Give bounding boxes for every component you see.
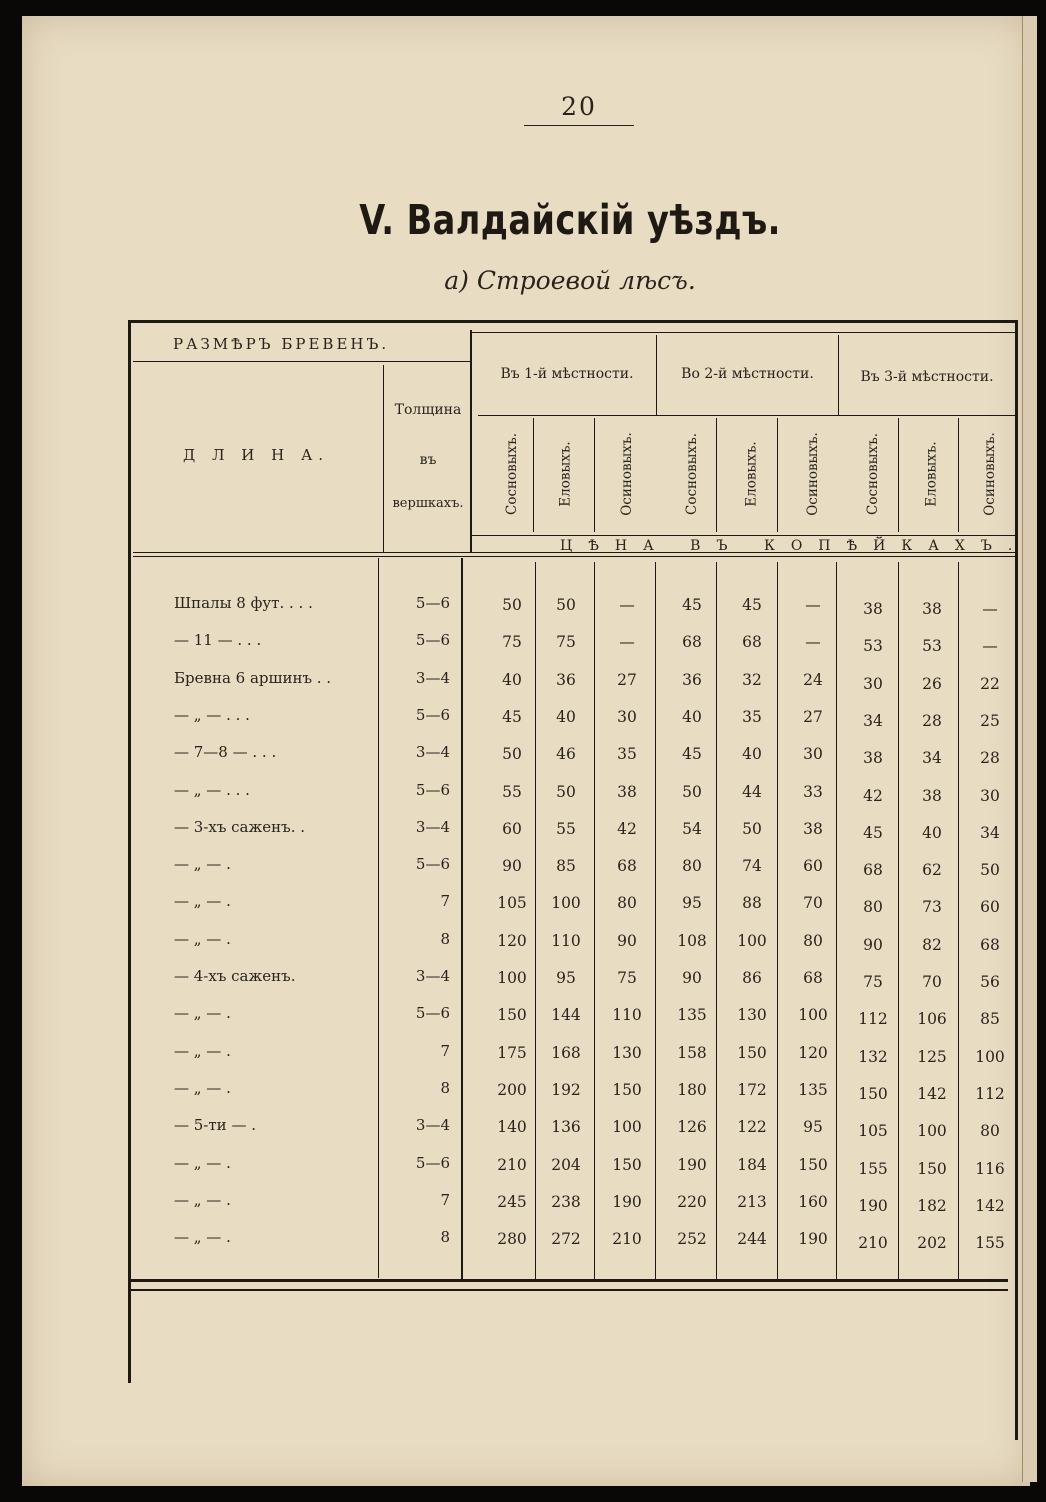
price-cell: 150 [612,1155,642,1174]
thickness-cell: 3—4 [415,743,450,762]
thickness-divider-body [378,558,379,1278]
thickness-cell: 5—6 [415,780,450,799]
price-cell: 90 [682,969,702,987]
price-cell: 108 [677,931,707,950]
price-cell: 122 [737,1118,767,1137]
price-cell: 53 [922,637,942,656]
length-cell: — „ — . [174,1078,231,1097]
length-cell: — „ — . . . [174,780,250,799]
table-bottom-rule [130,1279,1008,1282]
price-cell: 60 [803,857,823,876]
price-cell: 27 [803,707,823,726]
price-cell: 135 [798,1080,828,1099]
price-cell: 100 [917,1122,947,1141]
length-cell: — „ — . [174,1041,231,1060]
price-cell: 34 [922,749,942,768]
price-cell: 33 [803,782,823,801]
price-cell: 213 [737,1192,767,1211]
price-cell: 100 [737,931,767,950]
price-cell: 75 [617,969,637,987]
thickness-cell: 3—4 [415,967,450,985]
price-cell: 120 [497,931,527,950]
price-cell: 50 [742,819,762,838]
price-cell: 190 [612,1192,642,1211]
price-cell: 210 [858,1234,888,1253]
wood-type-header [497,420,527,528]
price-cell: 36 [682,670,702,689]
price-cell: 90 [502,857,522,876]
price-cell: 90 [617,931,637,950]
price-cell: 70 [922,973,942,991]
price-cell: 82 [922,935,942,954]
length-cell: Бревна 6 аршинъ . . [174,668,332,687]
price-cell: 272 [551,1230,581,1249]
wood-type-header [677,420,707,528]
wood-col-divider [533,418,534,532]
wood-col-divider [958,418,959,532]
price-cell: 110 [612,1006,642,1025]
price-cell: 34 [863,711,883,730]
price-cell: 100 [497,969,527,987]
price-cell: 30 [803,745,823,764]
price-cell: 25 [980,711,1000,730]
price-cell: 135 [677,1006,707,1025]
price-cell: 38 [863,749,883,768]
length-cell: — „ — . [174,855,231,874]
price-cell: 204 [551,1155,581,1174]
price-cell: 142 [917,1084,947,1103]
price-cell: 50 [980,861,1000,880]
header-bottom-rule-2 [133,556,1015,557]
price-cell: — [982,600,998,618]
price-cell: 30 [863,674,883,693]
wood-col-divider [716,418,717,532]
price-cell: 110 [551,931,581,950]
wood-type-label: Осиновыхъ. [619,432,635,516]
price-cell: 38 [803,819,823,838]
price-cell: 220 [677,1192,707,1211]
price-cell: 85 [980,1010,1000,1029]
thickness-header-line3: вершкахъ. [392,496,464,511]
price-cell: 106 [917,1010,947,1029]
price-cell: 45 [682,745,702,764]
price-cell: 50 [502,596,522,614]
price-caption: ЦѢНА ВЪ КОПѢЙКАХЪ. [560,538,1029,554]
price-cell: 95 [803,1118,823,1137]
wood-type-label: Еловыхъ. [744,441,760,507]
price-cell: 182 [917,1196,947,1215]
region-header-rule [478,415,1015,416]
price-cell: 55 [502,782,522,801]
price-cell: 68 [803,969,823,987]
price-cell: 150 [917,1159,947,1178]
price-cell: 35 [617,745,637,764]
wood-type-label: Сосновыхъ. [684,433,701,515]
price-cell: 40 [682,707,702,726]
length-cell: — 5-ти — . [174,1116,256,1135]
price-cell: 280 [497,1230,527,1249]
price-cell: 26 [922,674,942,693]
price-cell: 35 [742,707,762,726]
price-cell: 44 [742,782,762,801]
price-cell: 60 [980,898,1000,917]
price-cell: 40 [742,745,762,764]
price-cell: 50 [556,596,576,614]
price-cell: — [619,633,635,652]
wood-type-header [858,420,888,528]
body-main-divider [461,558,463,1280]
thickness-cell: 5—6 [415,594,450,612]
thickness-cell: 5—6 [415,705,450,724]
thickness-cell: 3—4 [415,817,450,836]
thickness-cell: 5—6 [415,1153,450,1172]
price-cell: 112 [858,1010,888,1029]
price-cell: 42 [617,819,637,838]
price-caption-rule-top [470,535,1015,536]
price-cell: — [805,633,821,652]
page-title: V. Валдайскій уѣздъ. [359,196,781,244]
price-cell: 184 [737,1155,767,1174]
price-cell: 70 [803,894,823,913]
thickness-cell: 8 [440,929,450,948]
price-cell: 125 [917,1047,947,1066]
price-cell: 244 [737,1230,767,1249]
price-cell: 80 [980,1122,1000,1141]
price-cell: 40 [502,670,522,689]
wood-type-header [917,420,947,528]
price-cell: 75 [556,633,576,652]
price-cell: 136 [551,1118,581,1137]
price-cell: 80 [863,898,883,917]
price-cell: 45 [742,596,762,614]
length-cell: — 7—8 — . . . [174,743,277,762]
price-cell: 126 [677,1118,707,1137]
price-cell: 150 [612,1080,642,1099]
price-cell: 238 [551,1192,581,1211]
price-cell: 120 [798,1043,828,1062]
price-cell: 45 [682,596,702,614]
price-cell: 142 [975,1196,1005,1215]
price-cell: 80 [682,857,702,876]
thickness-cell: 5—6 [415,855,450,874]
price-cell: 38 [922,786,942,805]
price-cell: 68 [980,935,1000,954]
price-cell: 95 [682,894,702,913]
length-cell: — „ — . [174,1153,231,1172]
table-top-inner-rule [470,332,1018,333]
price-cell: 155 [975,1234,1005,1253]
thickness-cell: 7 [440,1190,450,1209]
price-cell: 175 [497,1043,527,1062]
wood-type-header [612,420,642,528]
thickness-cell: 5—6 [415,631,450,650]
price-cell: 190 [798,1230,828,1249]
price-cell: 132 [858,1047,888,1066]
price-cell: 150 [737,1043,767,1062]
price-cell: 192 [551,1080,581,1099]
price-cell: — [805,596,821,614]
price-cell: 28 [980,749,1000,768]
thickness-cell: 7 [440,892,450,911]
price-cell: 100 [798,1006,828,1025]
next-page-edge [1022,16,1037,1482]
table-left-border [128,320,131,1383]
length-cell: — 11 — . . . [174,631,262,650]
price-cell: 144 [551,1006,581,1025]
price-cell: 88 [742,894,762,913]
size-group-header: РАЗМѢРЪ БРЕВЕНЪ. [173,335,390,353]
price-cell: 160 [798,1192,828,1211]
price-cell: 54 [682,819,702,838]
thickness-cell: 5—6 [415,1004,450,1023]
price-cell: 252 [677,1230,707,1249]
price-cell: 40 [922,823,942,842]
price-cell: 27 [617,670,637,689]
thickness-header-line1: Толщина [394,402,462,418]
price-cell: 53 [863,637,883,656]
wood-type-header [975,420,1005,528]
price-cell: 210 [612,1230,642,1249]
thickness-divider [383,365,384,553]
wood-type-header [551,420,581,528]
wood-type-label: Осиновыхъ. [805,432,821,516]
size-header-rule [133,361,470,362]
price-cell: 36 [556,670,576,689]
thickness-cell: 3—4 [415,1116,450,1135]
price-cell: 105 [858,1122,888,1141]
thickness-cell: 8 [440,1228,450,1247]
price-cell: 86 [742,969,762,987]
header-main-divider [470,330,472,552]
price-cell: 30 [617,707,637,726]
length-cell: — 3-хъ саженъ. . [174,817,306,836]
region-3-header: Въ 3-й мѣстности. [860,369,994,385]
length-header: Д Л И Н А. [183,446,330,464]
wood-col-divider [777,418,778,532]
thickness-cell: 7 [440,1041,450,1060]
price-cell: 245 [497,1192,527,1211]
price-cell: 130 [612,1043,642,1062]
price-cell: 168 [551,1043,581,1062]
price-cell: 28 [922,711,942,730]
page-number: 20 [524,92,634,126]
price-cell: — [982,637,998,656]
length-cell: — „ — . [174,1228,231,1247]
price-cell: 38 [863,600,883,618]
length-cell: — „ — . [174,1004,231,1023]
price-cell: 45 [863,823,883,842]
price-cell: 30 [980,786,1000,805]
price-cell: 150 [798,1155,828,1174]
wood-type-label: Еловыхъ. [924,441,940,507]
thickness-cell: 8 [440,1078,450,1097]
price-cell: 62 [922,861,942,880]
price-cell: 150 [858,1084,888,1103]
price-cell: 68 [863,861,883,880]
price-cell: 116 [975,1159,1005,1178]
price-cell: 140 [497,1118,527,1137]
price-cell: 56 [980,973,1000,991]
price-cell: 100 [551,894,581,913]
page-subtitle: а) Строевой лѣсъ. [444,266,696,295]
price-cell: 172 [737,1080,767,1099]
price-cell: 202 [917,1234,947,1253]
price-cell: 50 [682,782,702,801]
body-col-divider [594,562,595,1280]
price-cell: 180 [677,1080,707,1099]
price-cell: 40 [556,707,576,726]
price-cell: 80 [803,931,823,950]
thickness-cell: 3—4 [415,668,450,687]
price-cell: 100 [975,1047,1005,1066]
wood-col-divider [594,418,595,532]
price-cell: 38 [922,600,942,618]
price-cell: 210 [497,1155,527,1174]
wood-col-divider [898,418,899,532]
wood-type-header [798,420,828,528]
price-cell: 85 [556,857,576,876]
wood-type-label: Сосновыхъ. [865,433,882,515]
price-cell: 190 [858,1196,888,1215]
price-cell: 80 [617,894,637,913]
price-cell: 45 [502,707,522,726]
price-cell: 190 [677,1155,707,1174]
price-cell: 22 [980,674,1000,693]
price-cell: 60 [502,819,522,838]
price-cell: 158 [677,1043,707,1062]
price-cell: 55 [556,819,576,838]
price-cell: 112 [975,1084,1005,1103]
length-cell: — „ — . [174,1190,231,1209]
length-cell: — 4-хъ саженъ. [174,967,296,985]
price-cell: 150 [497,1006,527,1025]
page-right-rule [1015,320,1017,1440]
length-cell: Шпалы 8 фут. . . . [174,594,313,612]
price-cell: 100 [612,1118,642,1137]
price-cell: 32 [742,670,762,689]
price-cell: 50 [502,745,522,764]
wood-type-label: Сосновыхъ. [504,433,521,515]
price-cell: 130 [737,1006,767,1025]
body-col-divider [655,562,656,1280]
price-cell: 38 [617,782,637,801]
price-cell: 95 [556,969,576,987]
table-top-border [128,320,1018,323]
price-cell: 200 [497,1080,527,1099]
price-cell: — [619,596,635,614]
price-cell: 68 [682,633,702,652]
price-cell: 68 [617,857,637,876]
price-cell: 34 [980,823,1000,842]
thickness-header-line2: въ [419,452,437,468]
table-bottom-rule-2 [130,1289,1008,1291]
price-cell: 75 [502,633,522,652]
price-cell: 155 [858,1159,888,1178]
wood-type-label: Осиновыхъ. [982,432,998,516]
price-cell: 73 [922,898,942,917]
region-2-header: Во 2-й мѣстности. [681,366,814,382]
length-cell: — „ — . [174,929,231,948]
price-cell: 24 [803,670,823,689]
price-cell: 74 [742,857,762,876]
price-cell: 42 [863,786,883,805]
price-cell: 46 [556,745,576,764]
length-cell: — „ — . . . [174,705,250,724]
price-cell: 105 [497,894,527,913]
wood-type-header [737,420,767,528]
length-cell: — „ — . [174,892,231,911]
region-1-header: Въ 1-й мѣстности. [500,366,634,382]
price-cell: 50 [556,782,576,801]
wood-type-label: Еловыхъ. [558,441,574,507]
price-cell: 75 [863,973,883,991]
price-cell: 68 [742,633,762,652]
price-cell: 90 [863,935,883,954]
